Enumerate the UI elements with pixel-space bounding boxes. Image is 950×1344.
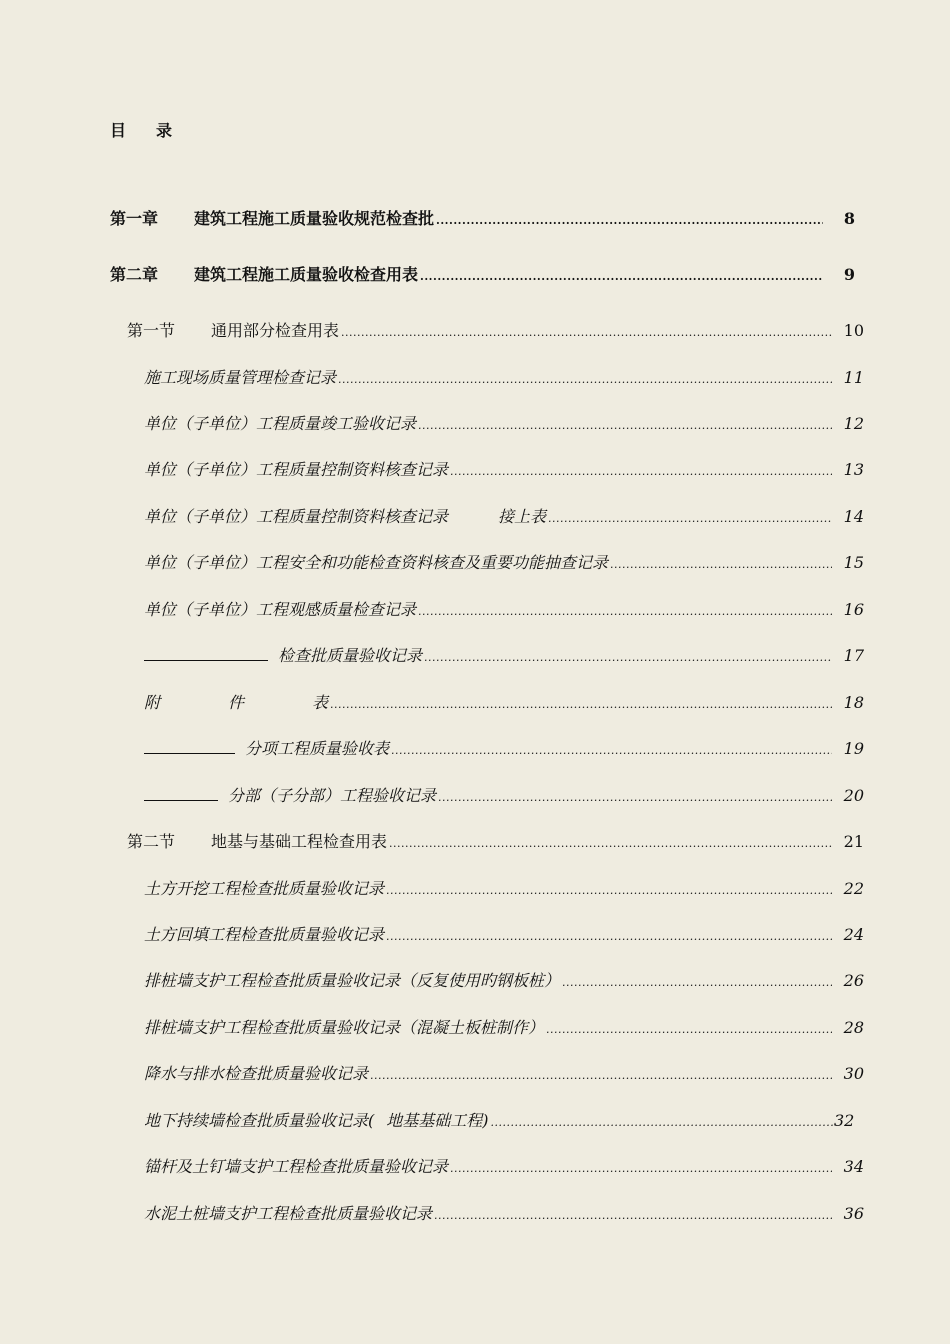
blank-line xyxy=(144,786,218,801)
page-number: 13 xyxy=(843,460,864,479)
entry-title: 单位（子单位）工程安全和功能检查资料核查及重要功能抽查记录 xyxy=(144,553,609,572)
page-number: 26 xyxy=(843,971,864,990)
entry-title: 土方开挖工程检查批质量验收记录 xyxy=(144,879,385,898)
dot-leader xyxy=(341,326,832,339)
dot-leader xyxy=(391,744,832,757)
toc-entry[interactable] xyxy=(144,597,864,621)
page-number: 14 xyxy=(843,507,864,526)
toc-entry[interactable] xyxy=(144,457,864,481)
entry-title: 单位（子单位）工程观感质量检查记录 xyxy=(144,600,417,619)
entry-title: 单位（子单位）工程质量控制资料核查记录 xyxy=(144,507,449,526)
page-number: 11 xyxy=(843,368,864,387)
toc-title-right: 录 xyxy=(156,121,173,140)
dot-leader xyxy=(338,373,832,386)
entry-title: 地下持续墙检查批质量验收记录( xyxy=(144,1111,375,1130)
toc-entry[interactable] xyxy=(144,643,864,667)
chapter-number: 第一章 xyxy=(110,209,159,228)
page-number: 21 xyxy=(843,832,864,851)
page-number: 32 xyxy=(834,1111,855,1130)
dot-leader xyxy=(389,837,832,850)
page-number: 16 xyxy=(843,600,864,619)
toc-entry[interactable] xyxy=(144,922,864,946)
toc-entry-chapter-2[interactable] xyxy=(110,262,855,286)
entry-title: 单位（子单位）工程质量控制资料核查记录 xyxy=(144,460,449,479)
page-number: 34 xyxy=(843,1157,864,1176)
entry-title: 单位（子单位）工程质量竣工验收记录 xyxy=(144,414,417,433)
entry-title: 水泥土桩墙支护工程检查批质量验收记录 xyxy=(144,1204,433,1223)
page-number: 36 xyxy=(843,1204,864,1223)
dot-leader xyxy=(420,270,823,283)
toc-entry[interactable] xyxy=(144,1015,864,1039)
entry-title: 施工现场质量管理检查记录 xyxy=(144,368,337,387)
page-number: 9 xyxy=(843,265,855,284)
page-number: 15 xyxy=(843,553,864,572)
entry-title: 降水与排水检查批质量验收记录 xyxy=(144,1064,369,1083)
toc-entry[interactable] xyxy=(144,876,864,900)
chapter-number: 第二章 xyxy=(110,265,159,284)
page-number: 18 xyxy=(843,693,864,712)
entry-title: 检查批质量验收记录 xyxy=(278,646,423,665)
entry-char: 表 xyxy=(312,693,329,712)
dot-leader xyxy=(434,1209,832,1222)
dot-leader xyxy=(418,419,832,432)
toc-entry[interactable] xyxy=(144,1154,864,1178)
blank-line xyxy=(144,739,235,754)
toc-entry[interactable] xyxy=(144,1061,864,1085)
entry-title: 建筑工程施工质量验收规范检查批 xyxy=(194,209,435,228)
dot-leader xyxy=(491,1116,835,1129)
entry-char: 附 xyxy=(144,693,161,712)
entry-title: 地基与基础工程检查用表 xyxy=(211,832,388,851)
dot-leader xyxy=(436,214,823,227)
toc-entry[interactable] xyxy=(144,504,864,528)
toc-entry[interactable] xyxy=(144,550,864,574)
page-number: 28 xyxy=(843,1018,864,1037)
page-number: 19 xyxy=(843,739,864,758)
dot-leader xyxy=(418,605,832,618)
toc-entry-section-2[interactable] xyxy=(127,829,864,853)
toc-title-left: 目 xyxy=(110,121,127,140)
entry-char: 件 xyxy=(228,693,245,712)
toc-entry[interactable] xyxy=(144,783,864,807)
toc-entry-section-1[interactable] xyxy=(127,318,864,342)
page-number: 10 xyxy=(843,321,864,340)
toc-entry[interactable] xyxy=(144,365,864,389)
entry-suffix: 地基基础工程) xyxy=(386,1111,489,1130)
page-number: 17 xyxy=(843,646,864,665)
entry-title: 分部（子分部）工程验收记录 xyxy=(228,786,437,805)
entry-title: 分项工程质量验收表 xyxy=(245,739,390,758)
page-number: 24 xyxy=(843,925,864,944)
toc-entry[interactable] xyxy=(144,736,864,760)
toc-entry[interactable] xyxy=(144,411,864,435)
toc-entry[interactable] xyxy=(144,1108,855,1132)
entry-title: 锚杆及土钉墙支护工程检查批质量验收记录 xyxy=(144,1157,449,1176)
entry-title: 建筑工程施工质量验收检查用表 xyxy=(194,265,419,284)
dot-leader xyxy=(610,558,832,571)
dot-leader xyxy=(386,930,832,943)
toc-entry[interactable] xyxy=(144,1201,864,1225)
dot-leader xyxy=(370,1069,832,1082)
dot-leader xyxy=(330,698,832,711)
entry-title: 排桩墙支护工程检查批质量验收记录（混凝土板桩制作） xyxy=(144,1018,545,1037)
page-number: 12 xyxy=(843,414,864,433)
dot-leader xyxy=(546,1023,832,1036)
toc-entry[interactable] xyxy=(144,690,864,714)
page-number: 22 xyxy=(843,879,864,898)
section-number: 第一节 xyxy=(127,321,176,340)
dot-leader xyxy=(438,791,832,804)
page-number: 8 xyxy=(843,209,855,228)
dot-leader xyxy=(562,976,832,989)
dot-leader xyxy=(450,1162,832,1175)
entry-title: 土方回填工程检查批质量验收记录 xyxy=(144,925,385,944)
blank-line xyxy=(144,646,268,661)
page-number: 20 xyxy=(843,786,864,805)
page-number: 30 xyxy=(843,1064,864,1083)
toc-title xyxy=(110,118,172,141)
entry-title: 通用部分检查用表 xyxy=(211,321,340,340)
section-number: 第二节 xyxy=(127,832,176,851)
dot-leader xyxy=(548,512,832,525)
entry-suffix: 接上表 xyxy=(498,507,547,526)
toc-entry-chapter-1[interactable] xyxy=(110,206,855,230)
entry-title: 排桩墙支护工程检查批质量验收记录（反复使用旳钢板桩） xyxy=(144,971,561,990)
dot-leader xyxy=(386,884,832,897)
dot-leader xyxy=(424,651,832,664)
toc-entry[interactable] xyxy=(144,968,864,992)
dot-leader xyxy=(450,465,832,478)
